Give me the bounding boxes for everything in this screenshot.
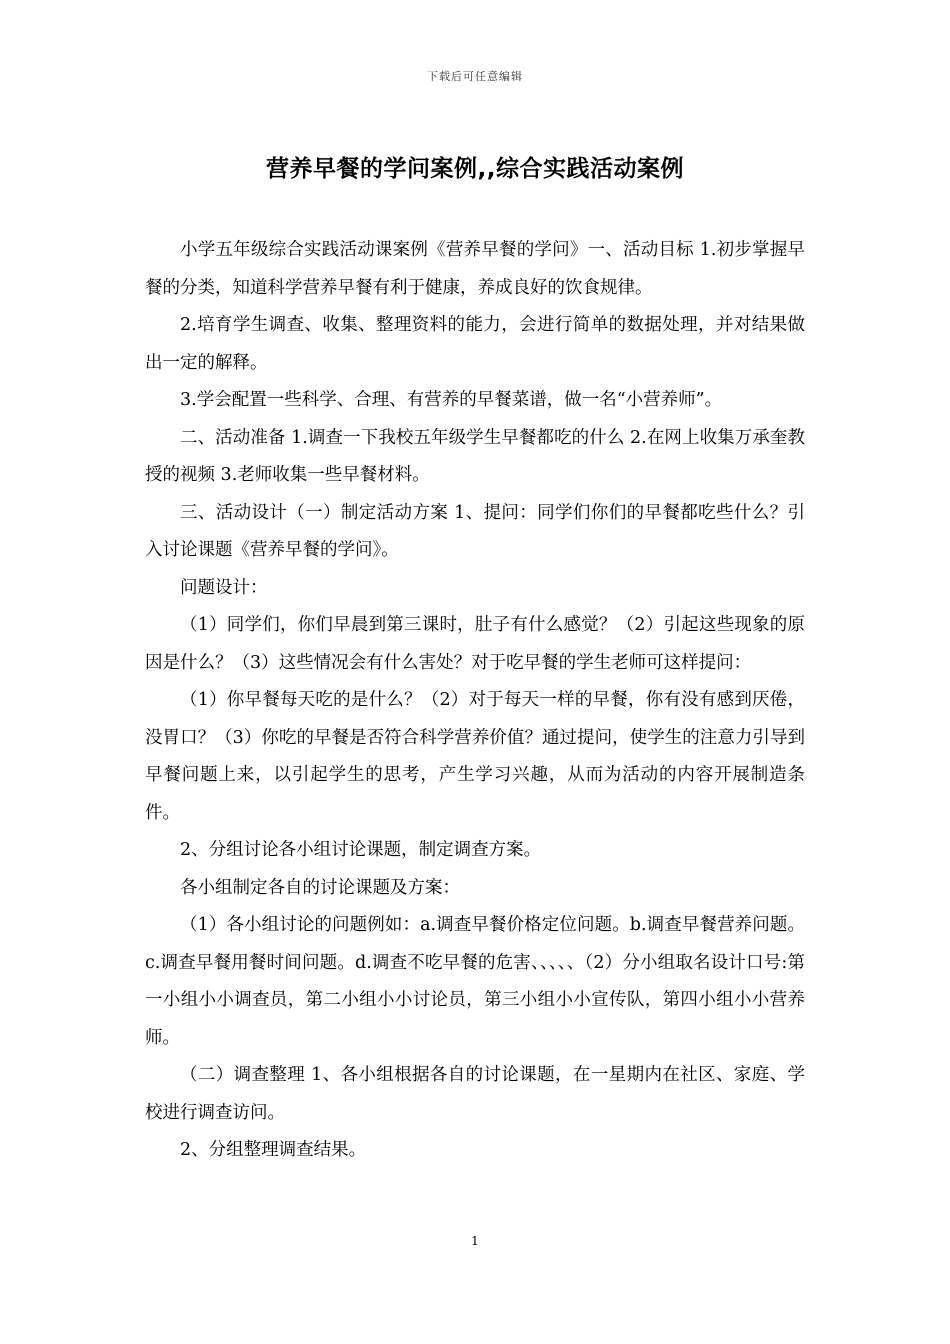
paragraph: 3.学会配置一些科学、合理、有营养的早餐菜谱，做一名“小营养师”。	[180, 390, 723, 410]
paragraph: 小学五年级综合实践活动课案例《营养早餐的学问》一、活动目标 1.初步掌握早餐的分类，知道科学营养早餐有利于健康，养成良好的饮食规律。	[145, 240, 805, 298]
paragraph: 三、活动设计（一）制定活动方案 1、提问：同学们你们的早餐都吃些什么？引入讨论课题《营养早餐的学问》。	[145, 502, 805, 560]
paragraph: 2、分组讨论各小组讨论课题，制定调查方案。	[180, 840, 542, 860]
header-note: 下载后可任意编辑	[427, 70, 523, 83]
paragraph: （1）你早餐每天吃的是什么？（2）对于每天一样的早餐，你有没有感到厌倦，没胃口？（3）你吃的早餐是否符合科学营养价值？通过提问，使学生的注意力引导到早餐问题上来，以引起学生的思考，产生学习兴趣，从而为活动的内容开展制造条件。	[145, 690, 805, 823]
paragraph: （二）调查整理 1、各小组根据各自的讨论课题，在一星期内在社区、家庭、学校进行调查访问。	[145, 1065, 805, 1123]
document-body	[145, 232, 805, 1170]
paragraph: （1）同学们，你们早晨到第三课时，肚子有什么感觉？（2）引起这些现象的原因是什么？（3）这些情况会有什么害处？对于吃早餐的学生老师可这样提问：	[145, 615, 805, 673]
page-number: 1	[471, 1234, 479, 1248]
paragraph: 各小组制定各自的讨论课题及方案：	[180, 877, 460, 898]
document-title: 营养早餐的学问案例,,综合实践活动案例	[266, 156, 684, 182]
paragraph: 问题设计：	[180, 577, 268, 598]
paragraph: 二、活动准备 1.调查一下我校五年级学生早餐都吃的什么 2.在网上收集万承奎教授的视频 3.老师收集一些早餐材料。	[145, 427, 805, 485]
paragraph: （1）各小组讨论的问题例如：a.调查早餐价格定位问题。b.调查早餐营养问题。c.调查早餐用餐时间问题。d.调查不吃早餐的危害、、、、、（2）分小组取名设计口号:第一小组小小调查员，第二小组小小讨论员，第三小组小小宣传队，第四小组小小营养师。	[145, 915, 805, 1048]
paragraph: 2.培育学生调查、收集、整理资料的能力，会进行简单的数据处理，并对结果做出一定的解释。	[145, 315, 805, 373]
paragraph: 2、分组整理调查结果。	[180, 1140, 367, 1160]
